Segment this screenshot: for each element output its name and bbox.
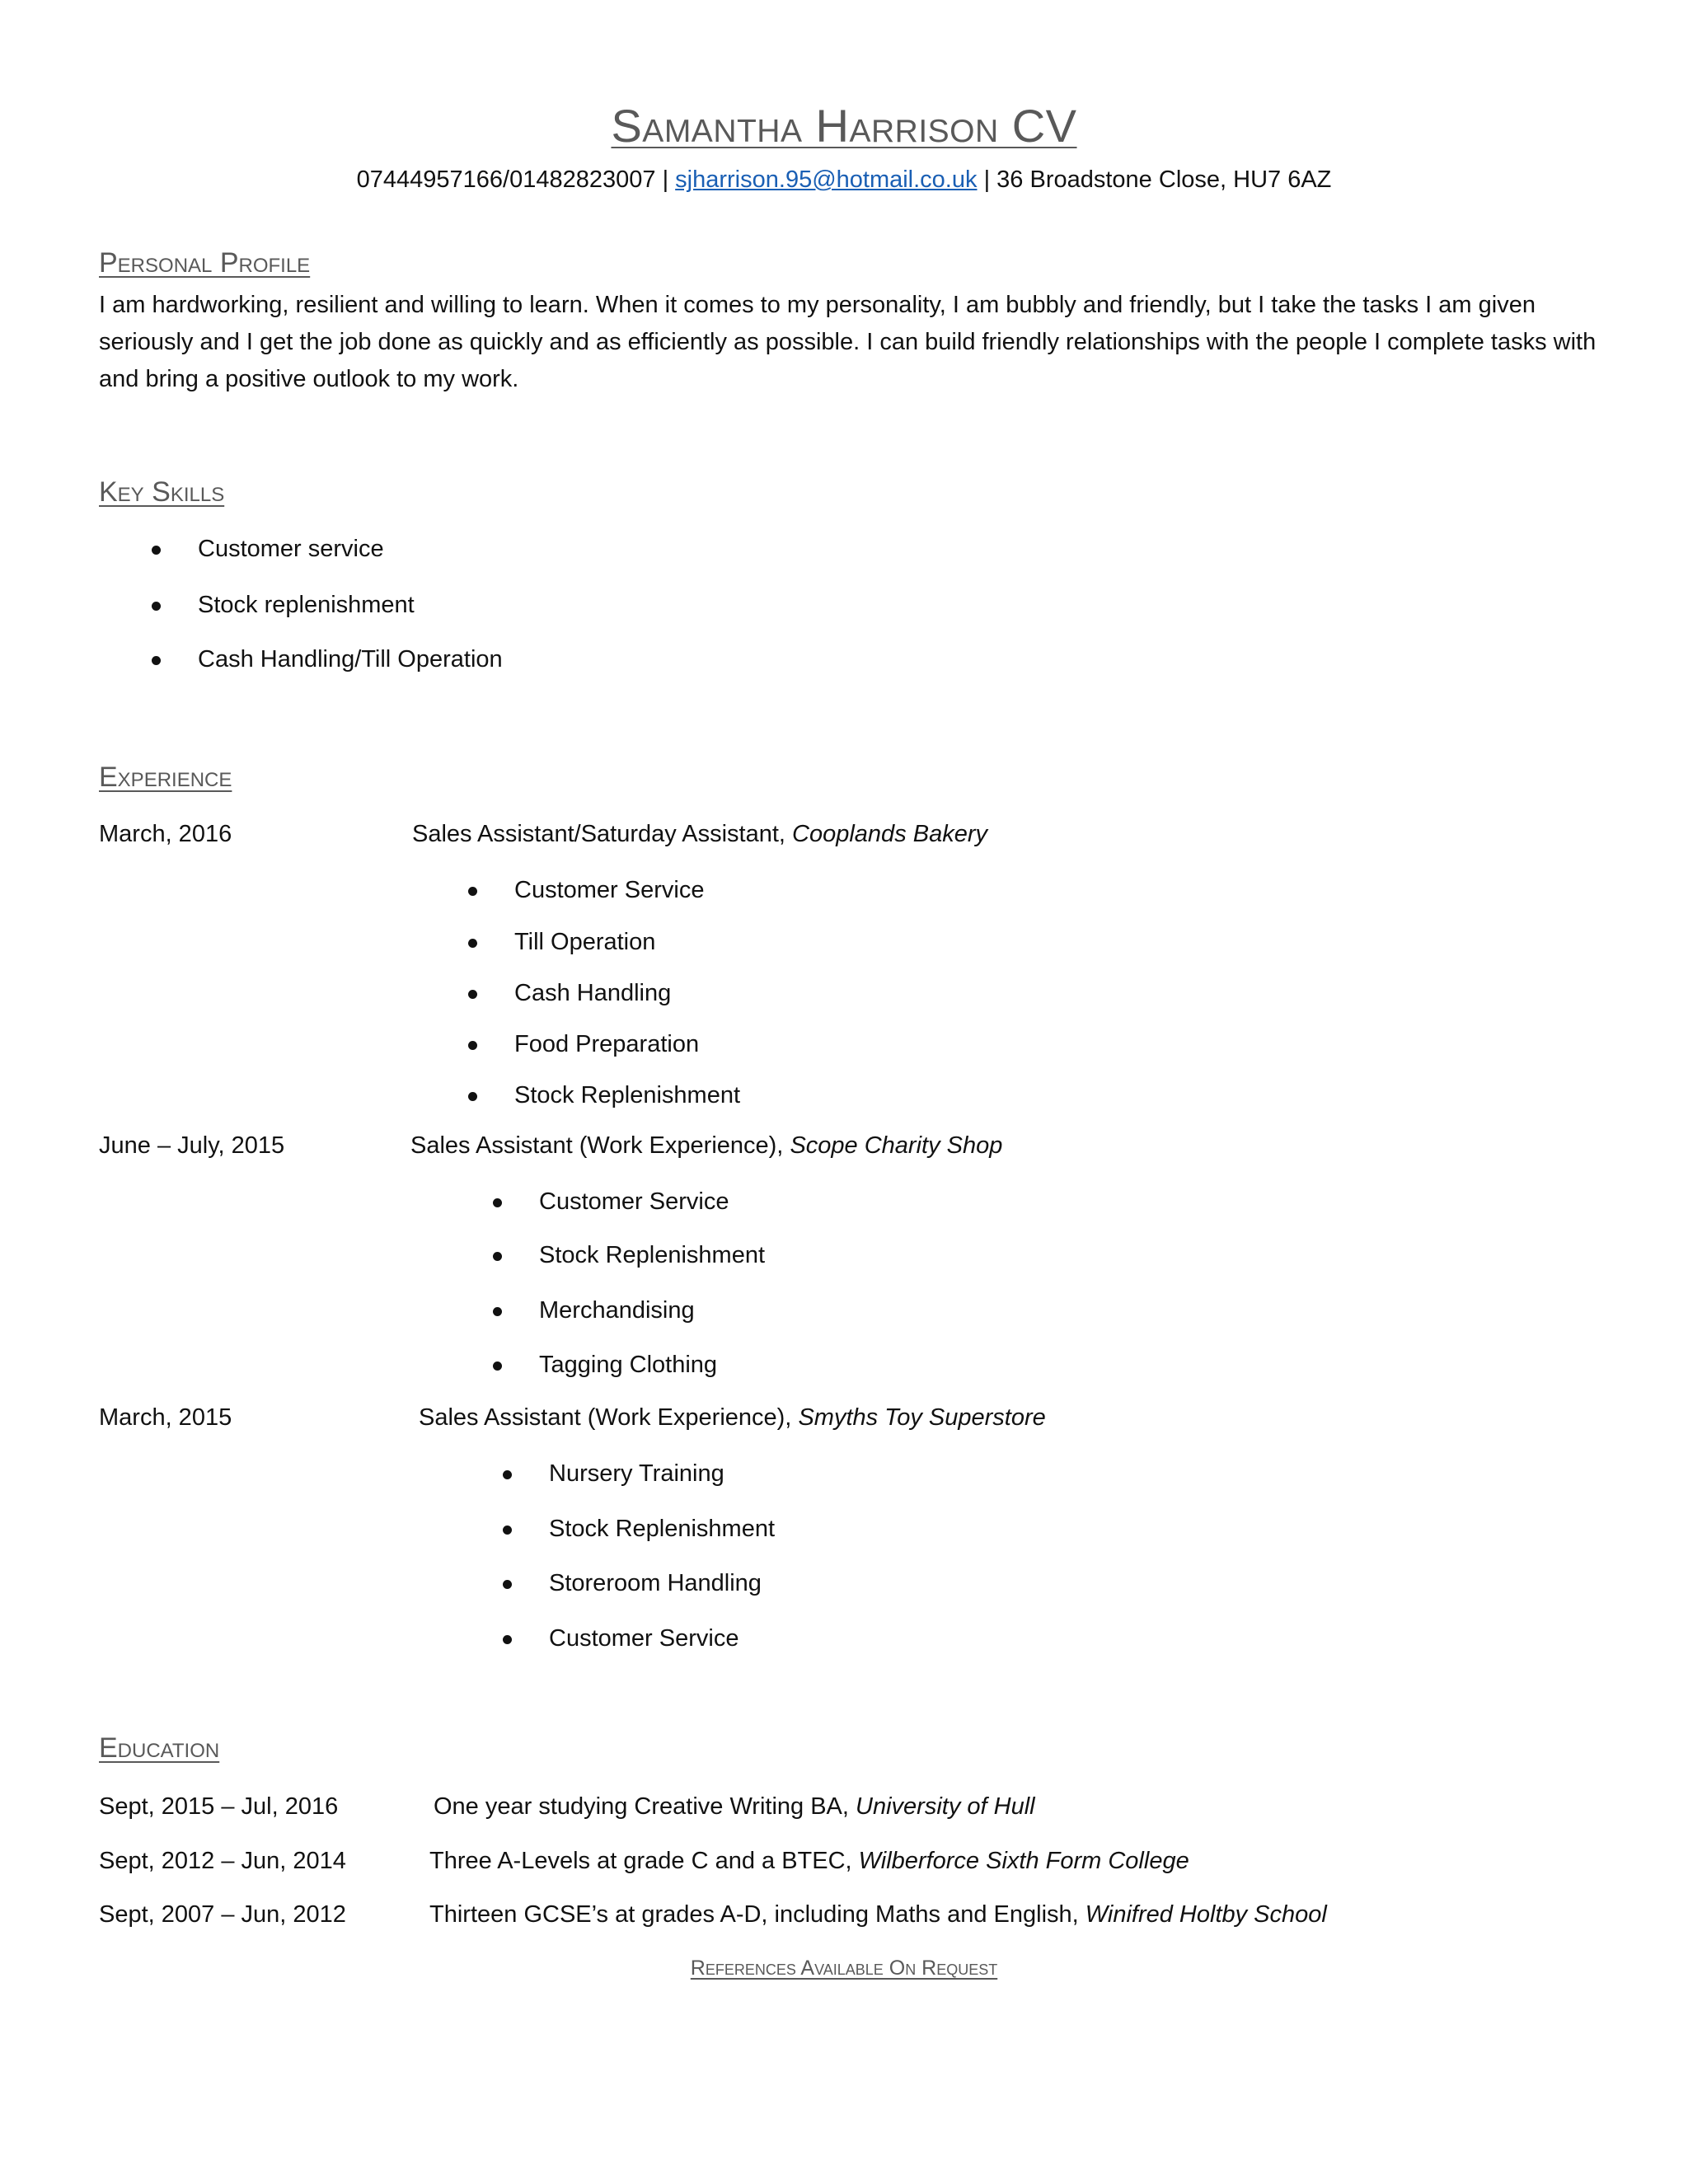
- institution-name: Winifred Holtby School: [1085, 1901, 1327, 1928]
- education-entry: Thirteen GCSE’s at grades A-D, including Maths and English, Winifred Holtby School: [429, 1901, 1327, 1928]
- contact-line: [0, 166, 1688, 194]
- job-date: March, 2016: [99, 821, 232, 847]
- references-note: References Available On Request: [690, 1957, 998, 1980]
- personal-profile-text: I am hardworking, resilient and willing to learn. When it comes to my personality, I am bubbly and friendly, but I take the tasks I am given seriously and I get the job done as quickly and as efficiently as possible. I can build friendly relationships with the people I complete tasks with and bring a positive outlook to my work.: [99, 292, 1597, 392]
- institution-name: University of Hull: [856, 1793, 1035, 1820]
- job-date: June – July, 2015: [99, 1132, 285, 1159]
- bullet-icon: [468, 1041, 477, 1050]
- email-link[interactable]: sjharrison.95@hotmail.co.uk: [675, 166, 978, 193]
- employer-name: Scope Charity Shop: [790, 1132, 1003, 1159]
- phone-numbers: 07444957166/01482823007: [356, 166, 656, 193]
- education-date: Sept, 2012 – Jun, 2014: [99, 1848, 346, 1874]
- job-date: March, 2015: [99, 1404, 232, 1431]
- separator: |: [662, 166, 669, 193]
- cv-title: Samantha Harrison CV: [611, 100, 1077, 152]
- cv-page: Samantha Harrison CV 07444957166/01482823007 | sjharrison.95@hotmail.co.uk | 36 Broadstone Close, HU7 6AZ Personal Profile I am hardworking, resilient and willing to learn. When it comes to my personality, I am bubbly and friendly, but I take the tasks I am given seriously and I get the job done as quickly and as efficiently as possible. I can build friendly relationships with the people I complete tasks with and bring a positive outlook to my work. Key Skills Customer service Stock replenishment Cash Handling/Till Operation Experience March, 2016 Sales Assistant/Saturday Assistant, Cooplands Bakery Customer Service Till Operation Cash Handling Food Preparation Stock Replenishment June – July, 2015 Sales Assistant (Work Experience), Scope Charity Shop Customer Service Stock Replenishment Merchandising Tagging Clothing March, 2015 Sales Assistant (Work Experience), Smyths Toy Superstore Nursery Training Stock Replenishment Storeroom Handling Customer Service Education Sept, 2015 – Jul, 2016 One year studying Creative Writing BA, University of Hull Sept, 2012 – Jun, 2014 Three A-Levels at grade C and a BTEC, Wilberforce Sixth Form College Sept, 2007 – Jun, 2012 Thirteen GCSE’s at grades A-D, including Maths and English, Winifred Holtby School References Available On Request: [0, 0, 1688, 2184]
- education-date: Sept, 2015 – Jul, 2016: [99, 1793, 339, 1820]
- bullet-icon: [468, 939, 477, 948]
- bullet-icon: [152, 602, 161, 611]
- bullet-icon: [468, 1092, 477, 1101]
- education-entry: Three A-Levels at grade C and a BTEC, Wilberforce Sixth Form College: [429, 1848, 1189, 1874]
- address: 36 Broadstone Close, HU7 6AZ: [996, 166, 1332, 193]
- bullet-icon: [503, 1580, 512, 1589]
- job-title: Sales Assistant/Saturday Assistant, Cooplands Bakery: [412, 821, 988, 847]
- bullet-icon: [152, 546, 161, 555]
- education-entry: One year studying Creative Writing BA, University of Hull: [434, 1793, 1035, 1820]
- key-skills-heading: Key Skills: [99, 476, 225, 508]
- bullet-icon: [493, 1307, 502, 1316]
- separator: |: [983, 166, 991, 193]
- bullet-icon: [493, 1252, 502, 1261]
- bullet-icon: [468, 887, 477, 896]
- institution-name: Wilberforce Sixth Form College: [858, 1848, 1189, 1874]
- bullet-icon: [503, 1470, 512, 1479]
- bullet-icon: [152, 656, 161, 665]
- job-title: Sales Assistant (Work Experience), Smyths Toy Superstore: [419, 1404, 1046, 1431]
- education-heading: Education: [99, 1732, 220, 1764]
- bullet-icon: [493, 1361, 502, 1371]
- employer-name: Cooplands Bakery: [792, 821, 988, 847]
- experience-heading: Experience: [99, 762, 232, 793]
- bullet-icon: [493, 1198, 502, 1207]
- bullet-icon: [503, 1526, 512, 1535]
- personal-profile-heading: Personal Profile: [99, 247, 311, 279]
- bullet-icon: [468, 990, 477, 999]
- education-date: Sept, 2007 – Jun, 2012: [99, 1901, 346, 1928]
- bullet-icon: [503, 1635, 512, 1644]
- employer-name: Smyths Toy Superstore: [798, 1404, 1046, 1431]
- job-title: Sales Assistant (Work Experience), Scope Charity Shop: [410, 1132, 1003, 1159]
